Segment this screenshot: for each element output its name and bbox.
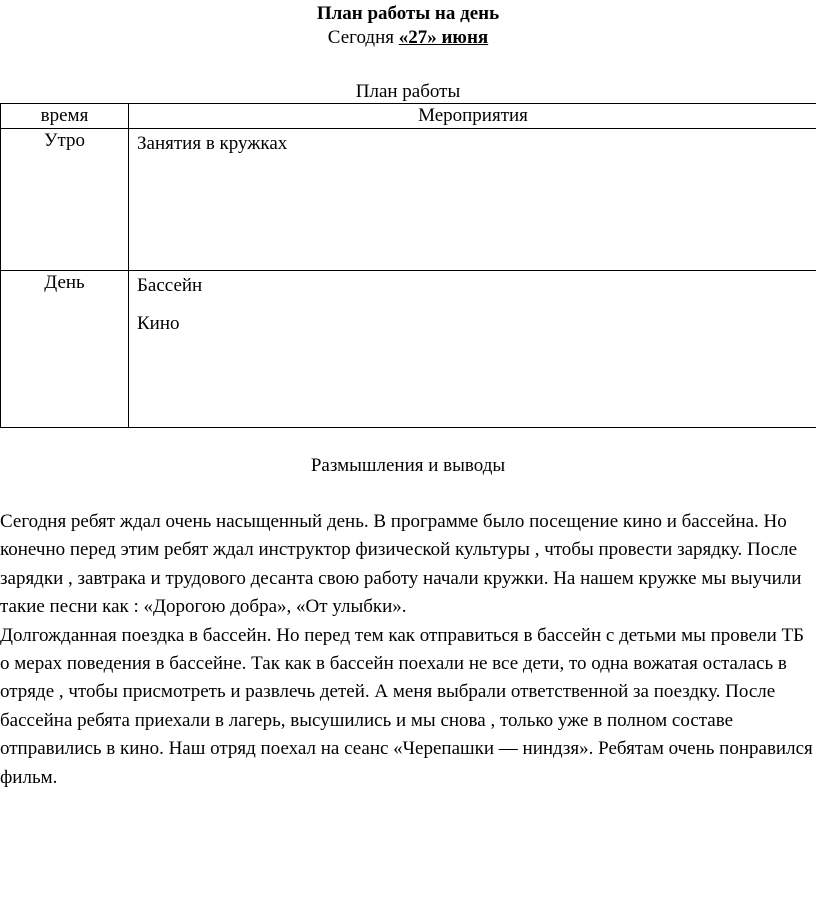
events-cell-morning: [129, 129, 816, 271]
date-line: [0, 26, 816, 50]
reflection-paragraph: Сегодня ребят ждал очень насыщенный день. В программе было посещение кино и бассейна. Но конечно перед этим ребят ждал инструктор физической культуры , чтобы провести зарядку. После зарядки , завтрака и трудового десанта свою работу начали кружки. На нашем кружке мы выучили такие песни как : «Дорогою добра», «От улыбки».: [0, 511, 802, 618]
plan-table: [0, 103, 816, 428]
column-header-events: Мероприятия: [129, 104, 816, 129]
events-cell-day: [129, 271, 816, 428]
event-item: Кино: [137, 313, 180, 334]
page-title: План работы на день: [316, 3, 500, 24]
event-item: Занятия в кружках: [137, 133, 288, 154]
date-value: «27» июня: [398, 27, 489, 48]
reflection-heading: Размышления и выводы: [310, 455, 506, 476]
reflection-paragraph: Долгожданная поездка в бассейн. Но перед тем как отправиться в бассейн с детьми мы провели ТБ о мерах поведения в бассейне. Так как в бассейн поехали не все дети, то одна вожатая осталась в отряде , чтобы присмотреть и развлечь детей. А меня выбрали ответственной за поездку. После бассейна ребята приехали в лагерь, высушились и мы снова , только уже в полном составе отправились в кино. Наш отряд поехал на сеанс «Черепашки — ниндзя». Ребятам очень понравился фильм.: [0, 624, 813, 788]
time-cell-day: День: [1, 271, 129, 428]
column-header-time: время: [1, 104, 129, 129]
date-prefix: Сегодня: [327, 27, 399, 48]
table-row: [1, 129, 816, 271]
table-row: [1, 271, 816, 428]
table-header-row: [1, 104, 816, 129]
time-cell-morning: Утро: [1, 129, 129, 271]
reflection-body: [0, 508, 816, 792]
plan-heading: План работы: [355, 81, 461, 102]
event-item: Бассейн: [137, 275, 203, 296]
